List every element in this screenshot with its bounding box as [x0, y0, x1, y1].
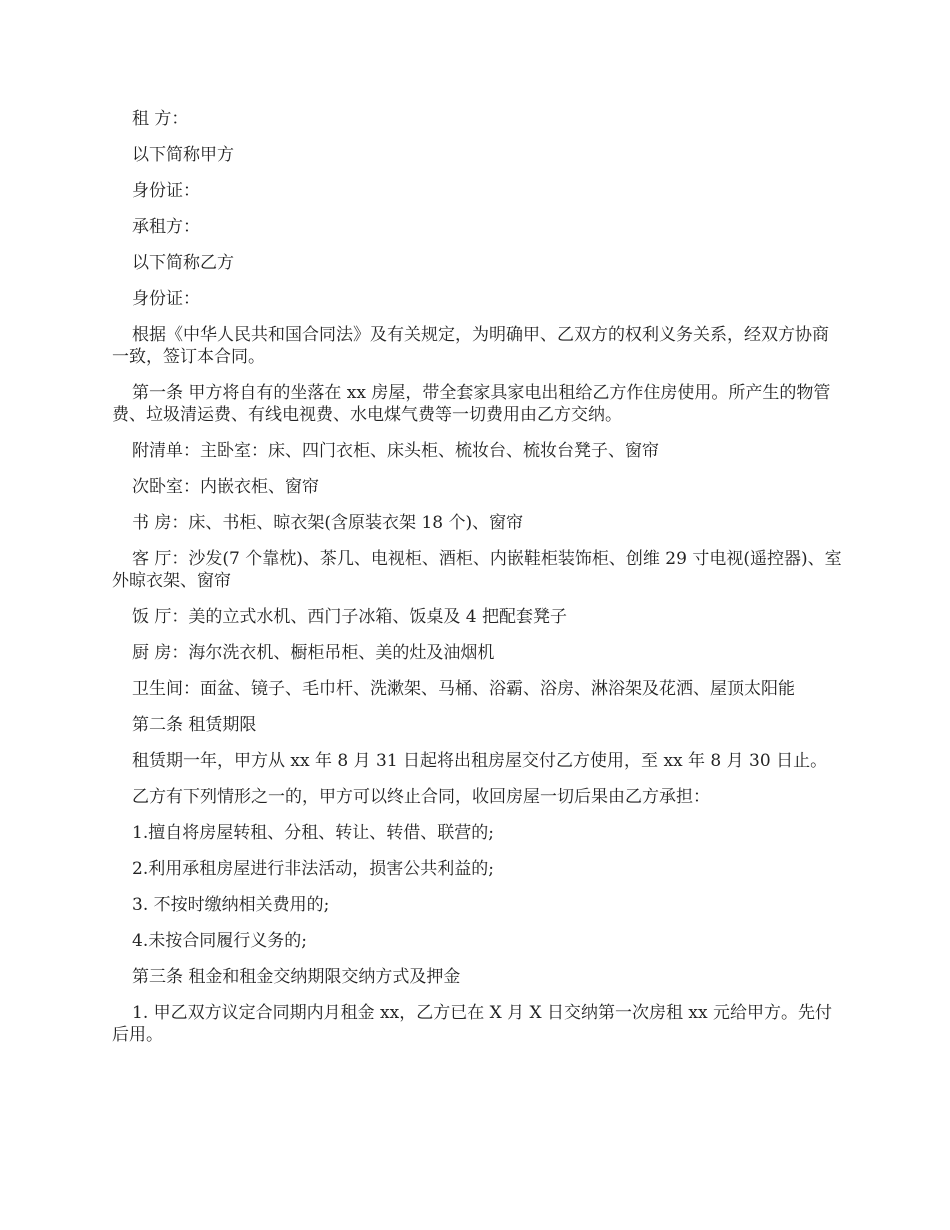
article-1-paragraph: 第一条 甲方将自有的坐落在 xx 房屋，带全套家具家电出租给乙方作住房使用。所产生的物管费、垃圾清运费、有线电视费、水电煤气费等一切费用由乙方交纳。 — [112, 383, 831, 425]
termination-item-2: 2.利用承租房屋进行非法活动，损害公共利益的; — [132, 859, 494, 879]
inventory-living-room: 客 厅：沙发(7 个靠枕)、茶几、电视柜、酒柜、内嵌鞋柜装饰柜、创维 29 寸电视(遥控器)、室外晾衣架、窗帘 — [112, 549, 842, 591]
preamble-paragraph: 根据《中华人民共和国合同法》及有关规定，为明确甲、乙双方的权利义务关系，经双方协商一致，签订本合同。 — [112, 325, 829, 367]
lease-term-paragraph: 租赁期一年，甲方从 xx 年 8 月 31 日起将出租房屋交付乙方使用，至 xx 年 8 月 30 日止。 — [132, 751, 828, 771]
termination-intro: 乙方有下列情形之一的，甲方可以终止合同，收回房屋一切后果由乙方承担： — [132, 787, 710, 807]
party-lessee-alias: 以下简称乙方 — [132, 253, 234, 273]
termination-item-4: 4.未按合同履行义务的; — [132, 931, 307, 951]
inventory-dining-room: 饭 厅：美的立式水机、西门子冰箱、饭桌及 4 把配套凳子 — [132, 607, 568, 627]
termination-item-3: 3. 不按时缴纳相关费用的; — [132, 895, 330, 915]
party-lessor-alias: 以下简称甲方 — [132, 145, 234, 165]
termination-item-1: 1.擅自将房屋转租、分租、转让、转借、联营的; — [132, 823, 494, 843]
party-lessee-id: 身份证： — [132, 289, 200, 309]
party-lessor-label: 租 方： — [132, 109, 189, 129]
party-lessor-id: 身份证： — [132, 181, 200, 201]
document-body — [112, 108, 842, 1060]
inventory-second-bedroom: 次卧室：内嵌衣柜、窗帘 — [132, 477, 319, 497]
inventory-study: 书 房：床、书柜、晾衣架(含原装衣架 18 个)、窗帘 — [132, 513, 524, 533]
rent-paragraph: 1. 甲乙双方议定合同期内月租金 xx，乙方已在 X 月 X 日交纳第一次房租 xx 元给甲方。先付后用。 — [112, 1003, 833, 1045]
article-2-heading: 第二条 租赁期限 — [132, 715, 257, 735]
article-3-heading: 第三条 租金和租金交纳期限交纳方式及押金 — [132, 967, 461, 987]
inventory-master-bedroom: 附清单：主卧室：床、四门衣柜、床头柜、梳妆台、梳妆台凳子、窗帘 — [132, 441, 659, 461]
party-lessee-label: 承租方： — [132, 217, 200, 237]
inventory-bathroom: 卫生间：面盆、镜子、毛巾杆、洗漱架、马桶、浴霸、浴房、淋浴架及花洒、屋顶太阳能 — [132, 679, 795, 699]
inventory-kitchen: 厨 房：海尔洗衣机、橱柜吊柜、美的灶及油烟机 — [132, 643, 495, 663]
